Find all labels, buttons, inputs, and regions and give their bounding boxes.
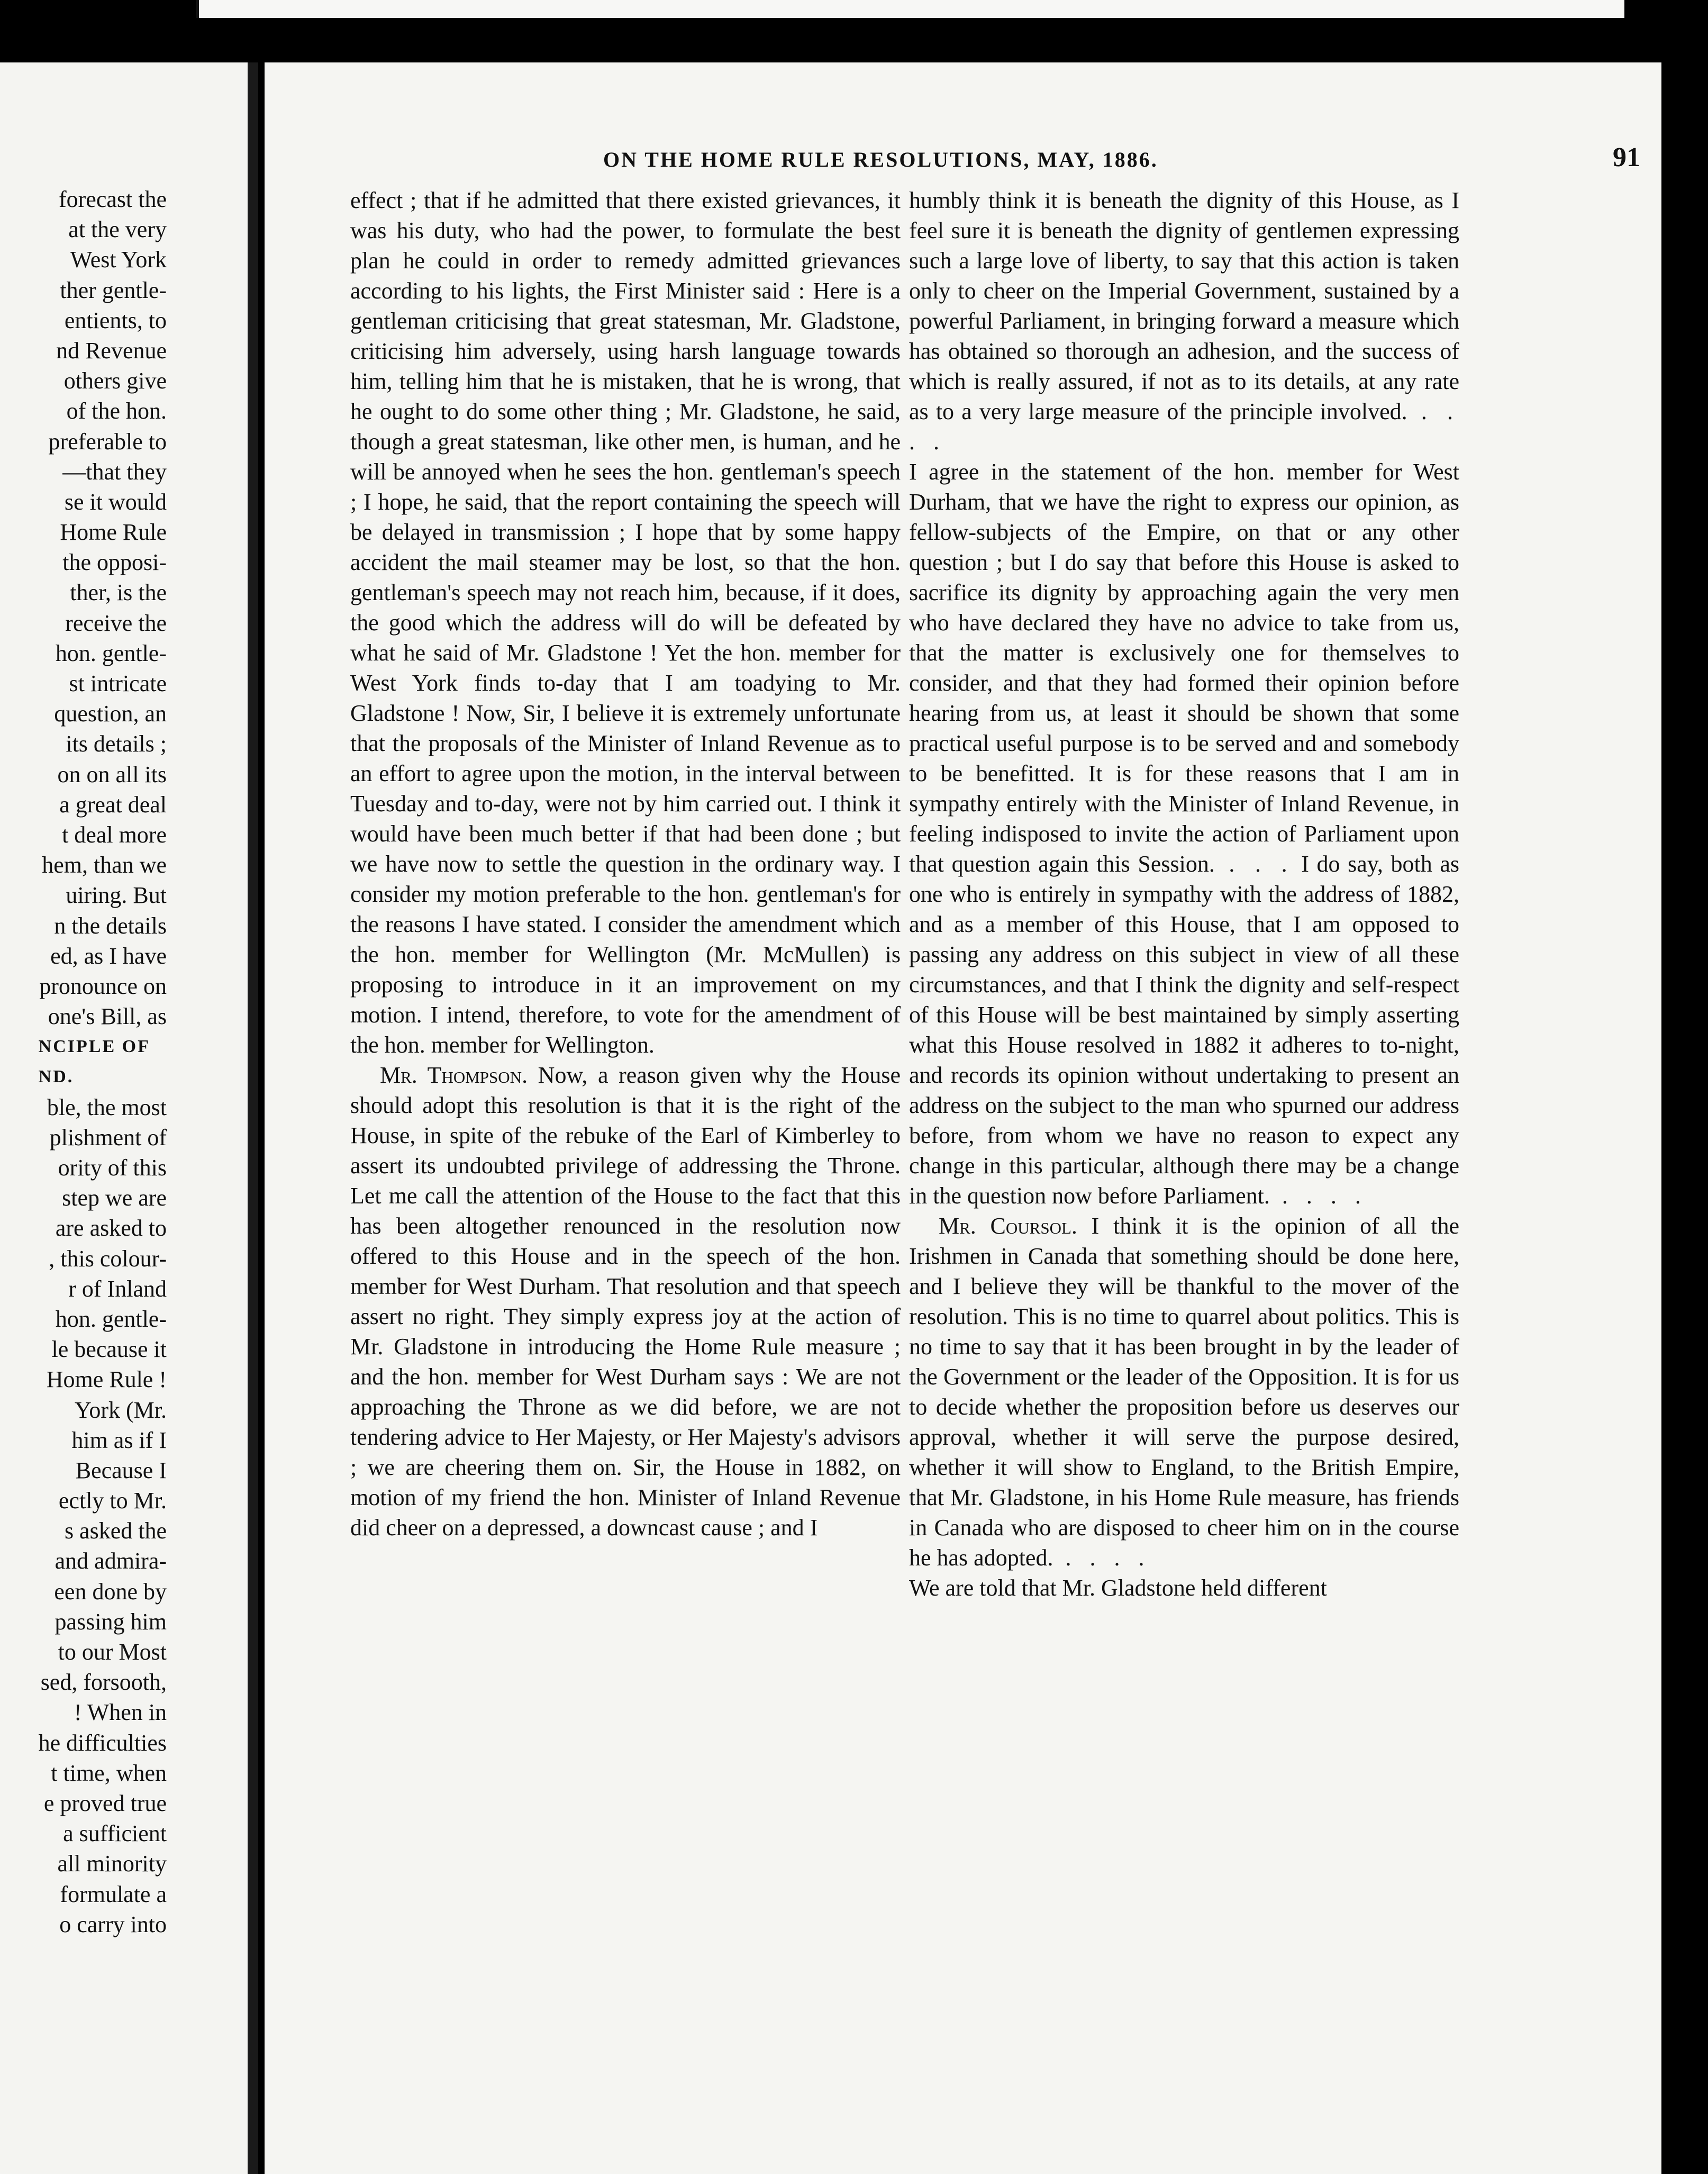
paragraph — [909, 457, 1459, 1211]
left-page-line: on on all its — [57, 761, 167, 787]
speech-text: Now, a reason given why the House should adopt this resolution is that it is the right of the House, in spite of the rebuke of the Earl of Kimberley to assert its undoubted privilege of addressing the Throne. Let me call the attention of the House to the fact that this has been altogether renounced in the resolution now offered to this House and in the speech of the hon. member for West Durham. That resolution and that speech assert no right. They simply express joy at the action of Mr. Gladstone in introducing the Home Rule measure ; and the hon. member for West Durham says : We are not approaching the Throne as we did before, we are not tendering advice to Her Majesty, or Her Majesty's advisors ; we are cheering them on. Sir, the House in 1882, on motion of my friend the hon. Minister of Inland Revenue did cheer on a depressed, a downcast cause ; and I — [350, 1062, 901, 1541]
paragraph: effect ; that if he admitted that there existed grievances, it was his duty, who had the power, to formulate the best plan he could in order to remedy admitted grievances according to his lights, the First Minister said : Here is a gentleman criticising that great statesman, Mr. Gladstone, criticising him adversely, using harsh language towards him, telling him that he is mistaken, that he is wrong, that he ought to do some other thing ; Mr. Gladstone, he said, though a great statesman, like other men, is human, and he will be annoyed when he sees the hon. gentleman's speech ; I hope, he said, that the report containing the speech will be delayed in transmission ; I hope that by some happy accident the mail steamer may be lost, so that the hon. gentleman's speech may not reach him, because, if it does, the good which the address will do will be defeated by what he said of Mr. Gladstone ! Yet the hon. member for West York finds to-day that I am toadying to Mr. Gladstone ! Now, Sir, I believe it is extremely unfortunate that the proposals of the Minister of Inland Revenue as to an effort to agree upon the motion, in the interval between Tuesday and to-day, were not by him carried out. I think it would have been much better if that had been done ; but we have now to settle the question in the ordinary way. I consider my motion preferable to the hon. gentleman's for the reasons I have stated. I consider the amendment which the hon. member for Wellington (Mr. McMullen) is proposing to introduce in it an improvement on my motion. I intend, therefore, to vote for the amendment of the hon. member for Wellington. — [350, 187, 901, 1058]
left-page-line: NCIPLE OF — [38, 1037, 150, 1057]
left-page-line: step we are — [62, 1185, 167, 1211]
ellipsis: . . . — [1214, 851, 1294, 877]
left-page-line: Home Rule — [60, 519, 167, 546]
running-title: ON THE HOME RULE RESOLUTIONS, MAY, 1886. — [603, 148, 1158, 171]
left-page-line: ed, as I have — [50, 943, 167, 969]
left-page-line: him as if I — [71, 1427, 167, 1453]
gutter-rule — [258, 62, 262, 2174]
left-page-line: York (Mr. — [74, 1397, 167, 1423]
left-page-line: plishment of — [49, 1124, 167, 1151]
left-page-line: le because it — [51, 1336, 167, 1363]
left-page-line: to our Most — [58, 1639, 167, 1665]
left-page-line: at the very — [68, 216, 167, 243]
ellipsis: . . . . — [1053, 1545, 1151, 1571]
left-page-line: Because I — [75, 1457, 167, 1483]
left-page-text — [39, 184, 167, 1940]
left-page-line: question, an — [54, 701, 167, 727]
left-page-line: receive the — [65, 610, 167, 636]
left-page-line: Home Rule ! — [46, 1366, 167, 1393]
left-page-line: formulate a — [60, 1881, 167, 1907]
left-page-line: ority of this — [58, 1155, 167, 1181]
text-column-left — [350, 185, 901, 2069]
text-column-right — [909, 185, 1459, 2069]
left-page-line: others give — [63, 368, 167, 394]
speaker-name: Mr. Coursol. — [939, 1213, 1077, 1239]
speech-text: I agree in the statement of the hon. member for West Durham, that we have the right to express our opinion, as fellow-subjects of the Empire, on that or any other question ; but I do say that before this House is asked to sacrifice its dignity by approaching again the very men who have declared they have no advice to take from us, that the matter is exclusively one for themselves to consider, and that they had formed their opinion before hearing from us, at least it should be shown that some practical useful purpose is to be served and and somebody to be benefitted. It is for these reasons that I am in sympathy entirely with the Minister of Inland Revenue, in feeling indisposed to invite the action of Parliament upon that question again this Session. — [909, 459, 1459, 877]
left-page-line: he difficulties — [38, 1729, 167, 1756]
left-page-line: the opposi- — [62, 549, 167, 576]
left-page-line: ther gentle- — [60, 277, 167, 303]
paragraph-thompson — [350, 1060, 901, 1543]
left-page-line: hem, than we — [42, 852, 167, 878]
left-page-line: t time, when — [51, 1760, 167, 1786]
left-page-line: forecast the — [59, 186, 167, 212]
left-page-line: n the details — [54, 912, 167, 939]
previous-page-strip — [196, 0, 1624, 18]
left-page-line: uiring. But — [66, 882, 167, 909]
left-page-line: , this colour- — [49, 1245, 167, 1272]
ellipsis: . . . . — [1269, 1183, 1367, 1209]
left-page-line: se it would — [64, 488, 167, 515]
left-page-line: —that they — [62, 458, 167, 485]
left-page-line: entients, to — [64, 307, 167, 333]
left-page-line: preferable to — [48, 428, 167, 455]
left-page-line: o carry into — [59, 1911, 167, 1937]
left-page-line: its details ; — [66, 731, 167, 757]
left-page-line: ! When in — [74, 1699, 167, 1726]
ellipsis: . . . . — [909, 398, 1459, 455]
left-page-line: sed, forsooth, — [40, 1669, 167, 1696]
left-page-line: t deal more — [62, 821, 167, 848]
speaker-name: Mr. Thompson. — [380, 1062, 528, 1088]
left-page-line: ther, is the — [70, 579, 167, 606]
page-header — [603, 142, 1640, 184]
left-page-line: hon. gentle- — [55, 640, 167, 666]
left-page-line: a sufficient — [63, 1820, 167, 1847]
left-page-line: hon. gentle- — [55, 1306, 167, 1332]
left-facing-page — [0, 62, 251, 2174]
left-page-line: and admira- — [54, 1548, 167, 1574]
speech-text: I do say, both as one who is entirely in sympathy with the address of 1882, and as a member of this House, that I am opposed to passing any address on this subject in view of all these circumstances, and that I think the dignity and self-respect of this House will be best maintained by simply asserting what this House resolved in 1882 it adheres to to-night, and records its opinion without undertaking to present an address on the subject to the man who spurned our address before, from whom we have no reason to expect any change in this particular, although there may be a change in the question now before Parliament. — [909, 851, 1459, 1209]
left-page-line: a great deal — [59, 791, 167, 818]
page-edge-rule — [196, 0, 199, 18]
left-page-line: pronounce on — [39, 973, 167, 999]
left-page-line: s asked the — [64, 1518, 167, 1544]
page-number: 91 — [1613, 142, 1640, 173]
speech-text: humbly think it is beneath the dignity of this House, as I feel sure it is beneath the dignity of gentlemen expressing such a large love of liberty, to say that this action is taken only to cheer on the Imperial Government, sustained by a powerful Parliament, in bringing forward a measure which has obtained so thorough an adhesion, and the success of which is really assured, if not as to its details, at any rate as to a very large measure of the principle involved. — [909, 187, 1459, 424]
left-page-line: st intricate — [69, 671, 167, 696]
left-page-line: ectly to Mr. — [58, 1488, 167, 1514]
left-page-line: e proved true — [43, 1790, 167, 1816]
left-page-line: all minority — [57, 1851, 167, 1877]
scan-border-right — [1661, 0, 1708, 2174]
paragraph-coursol — [909, 1211, 1459, 1573]
paragraph: We are told that Mr. Gladstone held different — [909, 1575, 1327, 1601]
left-page-line: are asked to — [55, 1215, 167, 1242]
left-page-line: of the hon. — [66, 398, 167, 424]
left-page-line: ND. — [38, 1067, 74, 1087]
left-page-line: passing him — [54, 1608, 167, 1635]
left-page-line: ble, the most — [47, 1094, 167, 1120]
main-page — [265, 62, 1661, 2174]
speech-text: I think it is the opinion of all the Irishmen in Canada that something should be done here, and I believe they will be thankful to the mover of the resolution. This is no time to quarrel about politics. This is no time to say that it has been brought in by the leader of the Government or the leader of the Opposition. It is for us to decide whether the proposition before us deserves our approval, whether it will serve the purpose desired, whether it will show to England, to the British Empire, that Mr. Gladstone, in his Home Rule measure, has friends in Canada who are disposed to cheer him on in the course he has adopted. — [909, 1213, 1459, 1571]
left-page-line: nd Revenue — [56, 337, 167, 364]
left-page-line: r of Inland — [68, 1275, 167, 1302]
left-page-line: West York — [70, 247, 167, 273]
paragraph — [909, 185, 1459, 457]
left-page-line: one's Bill, as — [48, 1003, 167, 1030]
left-page-line: een done by — [54, 1578, 167, 1605]
